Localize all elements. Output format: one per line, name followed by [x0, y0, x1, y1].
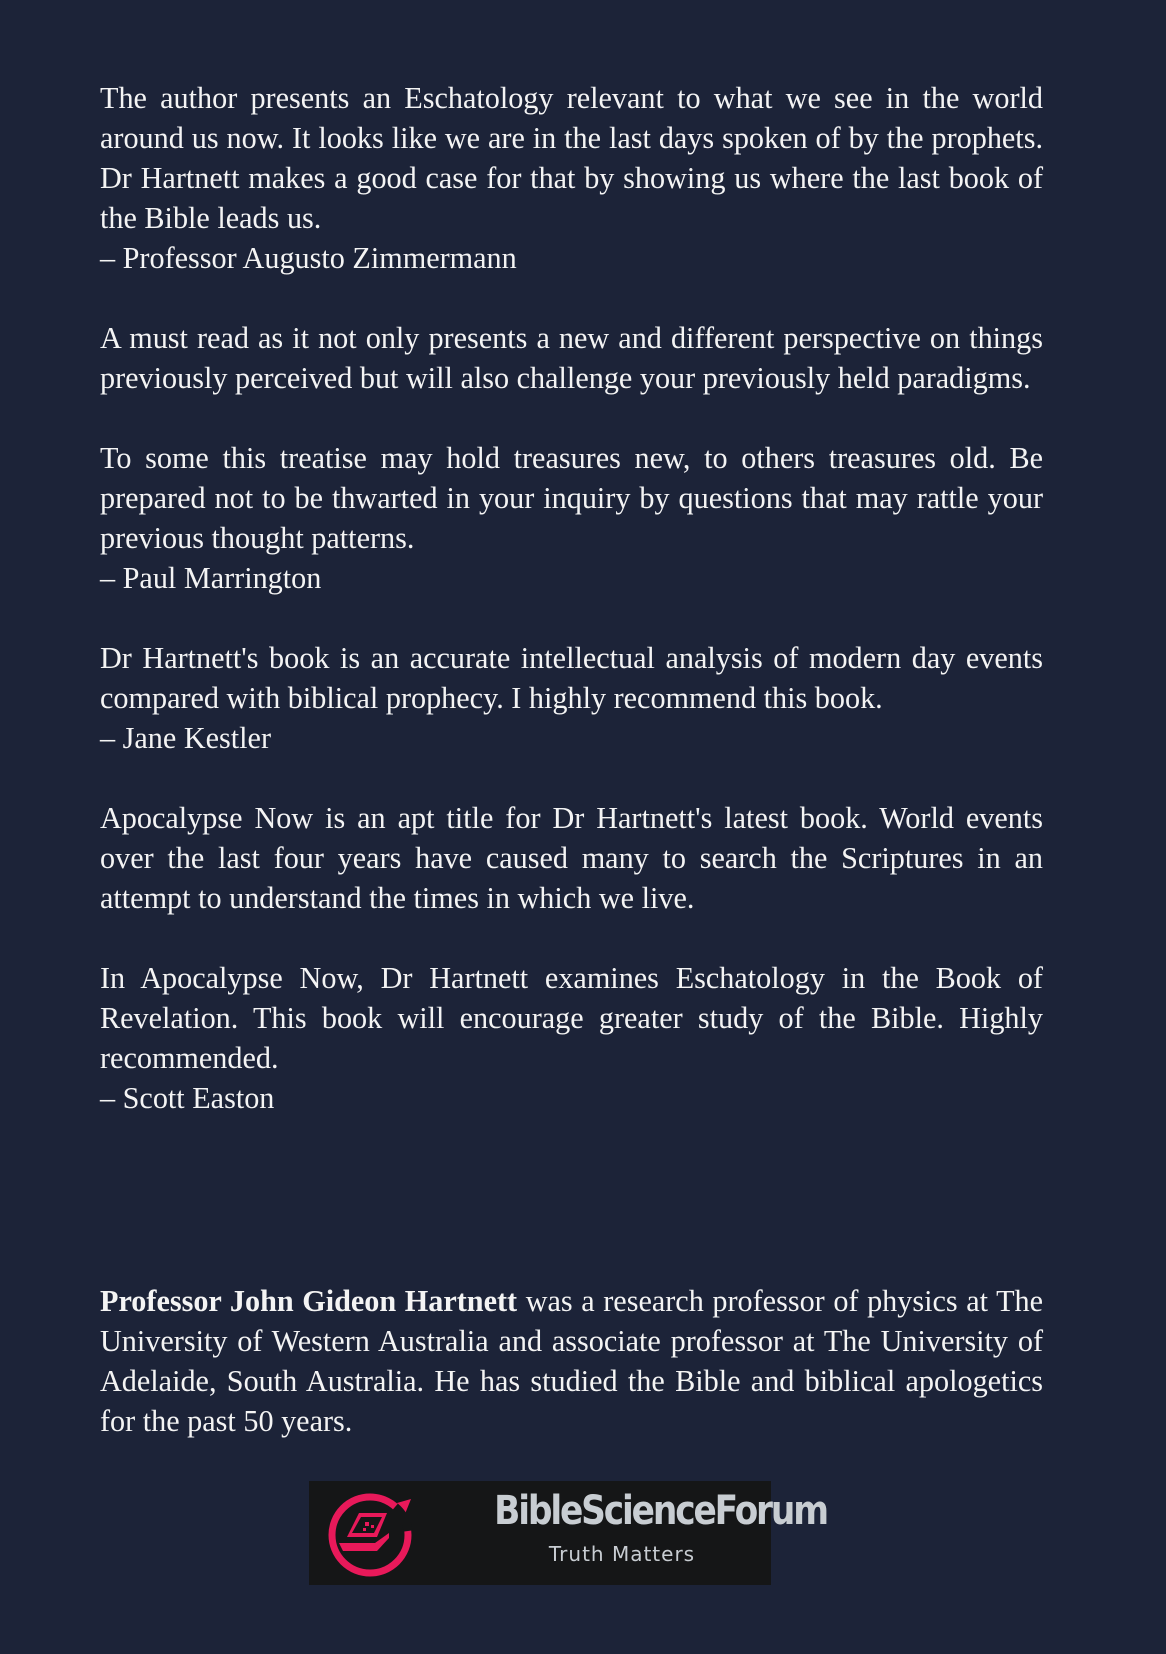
- logo-tagline: Truth Matters: [548, 1542, 696, 1566]
- logo-text: [482, 1487, 827, 1567]
- logo-name: BibleScienceForum: [494, 1488, 827, 1534]
- testimonial-text: The author presents an Eschatology relevant to what we see in the world around us now. It looks like we are in the last days spoken of by the prophets. Dr Hartnett makes a good case for that by showing us where the last book of the Bible leads us.: [100, 81, 1043, 235]
- author-bio-text: was a research professor of physics at The University of Western Australia and associate professor at The University of Adelaide, South Australia. He has studied the Bible and biblical apologetics for the past 50 years.: [100, 1284, 1043, 1438]
- testimonial-text: In Apocalypse Now, Dr Hartnett examines Eschatology in the Book of Revelation. This book will encourage greater study of the Bible. Highly recommended.: [100, 961, 1043, 1075]
- publisher-logo: [309, 1481, 827, 1585]
- testimonials-section: [100, 78, 1043, 1158]
- testimonial-attribution: – Paul Marrington: [100, 561, 322, 595]
- testimonial-text: A must read as it not only presents a new and different perspective on things previously perceived but will also challenge your previously held paradigms.: [100, 321, 1043, 395]
- testimonial-attribution: – Scott Easton: [100, 1081, 275, 1115]
- testimonial-text: Apocalypse Now is an apt title for Dr Hartnett's latest book. World events over the last four years have caused many to search the Scriptures in an attempt to understand the times in which we live.: [100, 801, 1043, 915]
- author-bio: [100, 1281, 1043, 1441]
- testimonial-text: Dr Hartnett's book is an accurate intellectual analysis of modern day events compared with biblical prophecy. I highly recommend this book.: [100, 641, 1043, 715]
- testimonial: [100, 798, 1043, 918]
- laptop-globe-icon: [325, 1489, 415, 1579]
- testimonial: [100, 78, 1043, 278]
- testimonial-attribution: – Jane Kestler: [100, 721, 271, 755]
- testimonial: [100, 318, 1043, 398]
- author-name: Professor John Gideon Hartnett: [100, 1284, 518, 1318]
- testimonial: [100, 958, 1043, 1118]
- testimonial-attribution: – Professor Augusto Zimmermann: [100, 241, 517, 275]
- testimonial: [100, 438, 1043, 598]
- testimonial: [100, 638, 1043, 758]
- testimonial-text: To some this treatise may hold treasures new, to others treasures old. Be prepared not to be thwarted in your inquiry by questions that may rattle your previous thought patterns.: [100, 441, 1043, 555]
